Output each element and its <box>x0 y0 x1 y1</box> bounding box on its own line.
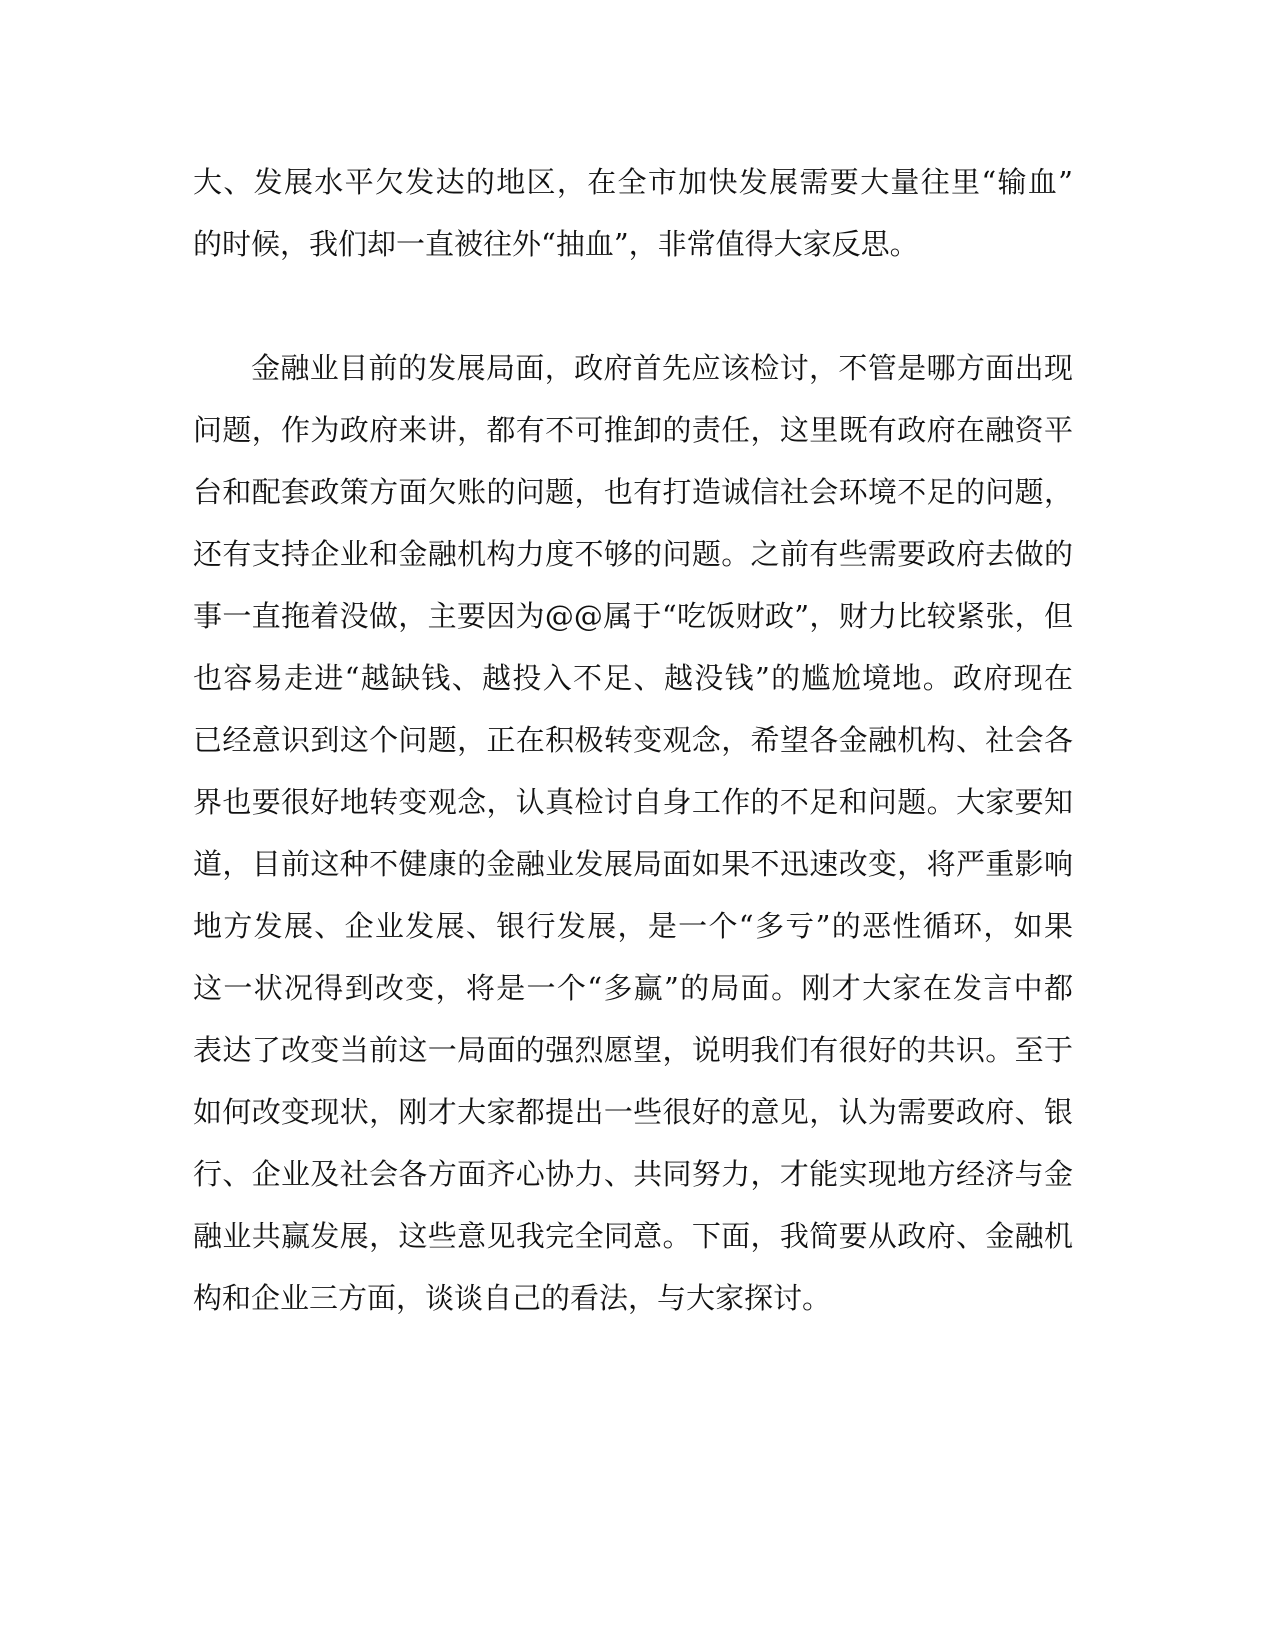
paragraph-2-line-1: 金融业目前的发展局面，政府首先应该检讨，不管是哪方面出现 <box>251 351 1073 385</box>
paragraph-2-line-8: 界也要很好地转变观念，认真检讨自身工作的不足和问题。大家要知 <box>193 785 1073 819</box>
paragraph-2-line-2: 问题，作为政府来讲，都有不可推卸的责任，这里既有政府在融资平 <box>193 413 1073 447</box>
paragraph-2-line-7: 已经意识到这个问题，正在积极转变观念，希望各金融机构、社会各 <box>193 723 1073 757</box>
paragraph-2-line-10: 地方发展、企业发展、银行发展，是一个“多亏”的恶性循环，如果 <box>193 909 1073 943</box>
paragraph-2-line-9: 道，目前这种不健康的金融业发展局面如果不迅速改变，将严重影响 <box>193 847 1073 881</box>
paragraph-2-line-6: 也容易走进“越缺钱、越投入不足、越没钱”的尴尬境地。政府现在 <box>193 661 1073 695</box>
paragraph-2-line-12: 表达了改变当前这一局面的强烈愿望，说明我们有很好的共识。至于 <box>193 1033 1073 1067</box>
paragraph-2-line-5: 事一直拖着没做，主要因为@@属于“吃饭财政”，财力比较紧张，但 <box>193 599 1073 633</box>
paragraph-2-line-16: 构和企业三方面，谈谈自己的看法，与大家探讨。 <box>193 1281 832 1315</box>
paragraph-2-line-15: 融业共赢发展，这些意见我完全同意。下面，我简要从政府、金融机 <box>193 1219 1073 1253</box>
paragraph-1-line-1: 大、发展水平欠发达的地区，在全市加快发展需要大量往里“输血” <box>193 165 1073 199</box>
paragraph-2-line-4: 还有支持企业和金融机构力度不够的问题。之前有些需要政府去做的 <box>193 537 1073 571</box>
paragraph-2-line-14: 行、企业及社会各方面齐心协力、共同努力，才能实现地方经济与金 <box>193 1157 1073 1191</box>
paragraph-2-line-11: 这一状况得到改变，将是一个“多赢”的局面。刚才大家在发言中都 <box>193 971 1073 1005</box>
paragraph-2-line-3: 台和配套政策方面欠账的问题，也有打造诚信社会环境不足的问题， <box>193 475 1073 509</box>
paragraph-1-line-2: 的时候，我们却一直被往外“抽血”，非常值得大家反思。 <box>193 227 919 261</box>
paragraph-2-line-13: 如何改变现状，刚才大家都提出一些很好的意见，认为需要政府、银 <box>193 1095 1073 1129</box>
